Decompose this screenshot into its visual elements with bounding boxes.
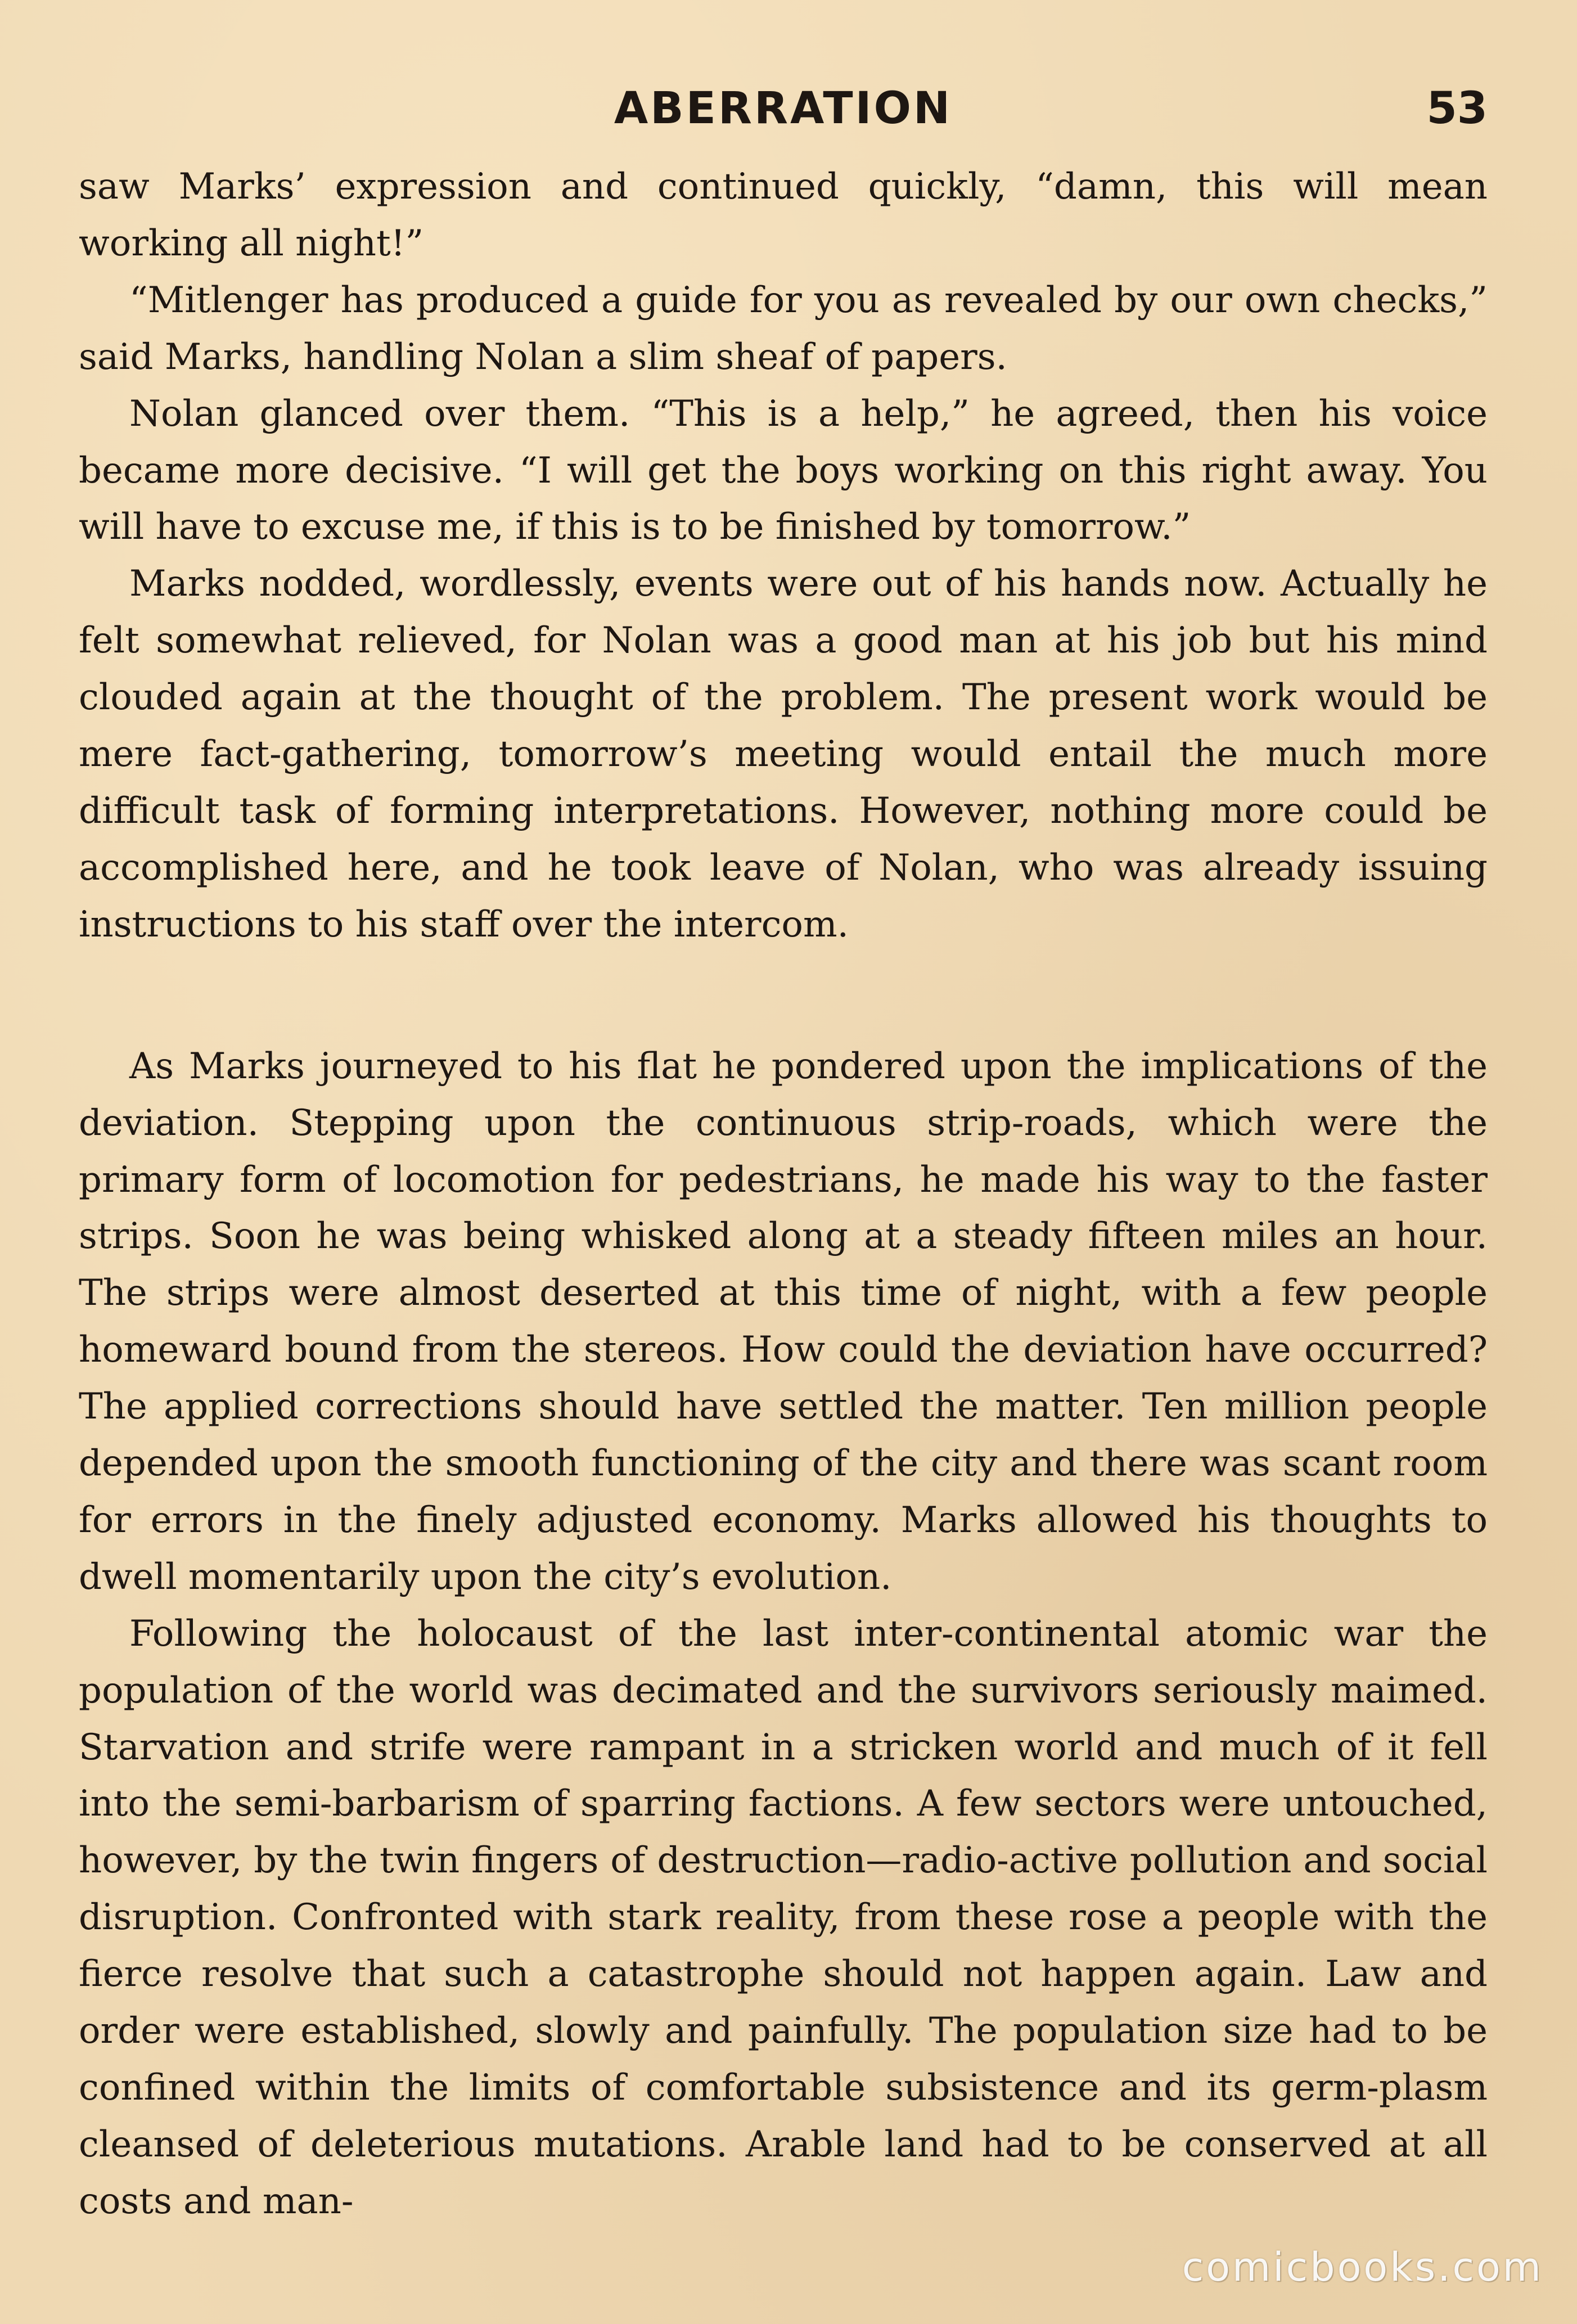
- paragraph: saw Marks’ expression and continued quickly, “damn, this will mean working all night!”: [79, 166, 1488, 264]
- paragraph: As Marks journeyed to his flat he pondered upon the implications of the deviation. Stepping upon the continuous strip-roads, which were the primary form of locomotion for pedestrians, he made his way to the faster strips. Soon he was being whisked along at a steady fifteen miles an hour. The strips were almost deserted at this time of night, with a few people homeward bound from the stereos. How could the deviation have occurred? The applied corrections should have settled the matter. Ten million people depended upon the smooth functioning of the city and there was scant room for errors in the finely adjusted economy. Marks allowed his thoughts to dwell momentarily upon the city’s evolution.: [79, 1045, 1488, 1598]
- running-title: ABERRATION: [614, 83, 953, 134]
- page-header: [79, 78, 1488, 139]
- watermark: comicbooks.com: [1182, 2244, 1543, 2290]
- paragraph: Marks nodded, wordlessly, events were out of his hands now. Actually he felt somewhat relieved, for Nolan was a good man at his job but his mind clouded again at the thought of the problem. The present work would be mere fact-gathering, tomorrow’s meeting would entail the much more difficult task of forming interpretations. However, nothing more could be accomplished here, and he took leave of Nolan, who was already issuing instructions to his staff over the intercom.: [79, 563, 1488, 945]
- paragraph: Nolan glanced over them. “This is a help,” he agreed, then his voice became more decisive. “I will get the boys working on this right away. You will have to excuse me, if this is to be finished by tomorrow.”: [79, 393, 1488, 548]
- body-text: [79, 159, 1488, 2230]
- paragraph: “Mitlenger has produced a guide for you as revealed by our own checks,” said Marks, handling Nolan a slim sheaf of papers.: [79, 279, 1488, 378]
- page-number: 53: [1426, 83, 1488, 134]
- paragraph: Following the holocaust of the last inter-continental atomic war the population of the world was decimated and the survivors seriously maimed. Starvation and strife were rampant in a stricken world and much of it fell into the semi-barbarism of sparring factions. A few sectors were untouched, however, by the twin fingers of destruction—radio-active pollution and social disruption. Confronted with stark reality, from these rose a people with the fierce resolve that such a catastrophe should not happen again. Law and order were established, slowly and painfully. The population size had to be confined within the limits of comfortable subsistence and its germ-plasm cleansed of deleterious mutations. Arable land had to be conserved at all costs and man-: [79, 1613, 1488, 2222]
- section-break: [79, 953, 1488, 1038]
